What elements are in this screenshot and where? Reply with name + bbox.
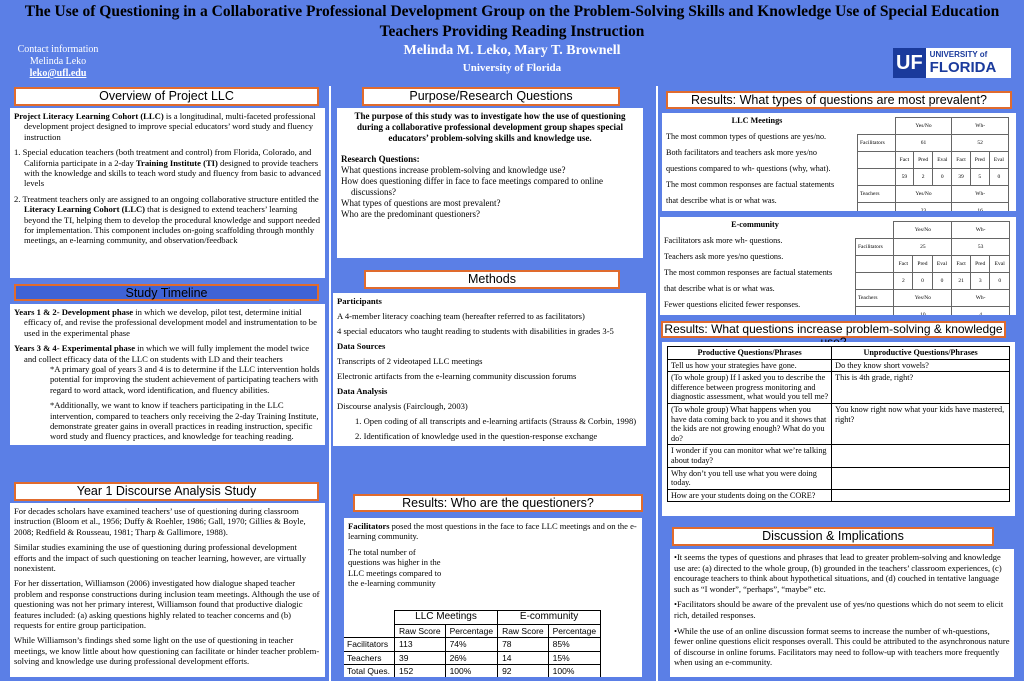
who-p1-bold: Facilitators — [348, 521, 390, 531]
table-cell — [832, 489, 1010, 502]
table-cell: 0 — [933, 169, 952, 186]
ecommunity-box — [660, 217, 1016, 315]
table-cell: Eval — [989, 152, 1008, 169]
table-cell: 2 — [894, 273, 913, 290]
table-subheader: Percentage — [548, 624, 600, 637]
table-cell: 2 — [914, 169, 933, 186]
overview-p2b: designed to provide teachers with the knowledge and skills to teach word study and fluency from basic to advanced levels — [24, 157, 321, 189]
table-cell — [344, 611, 395, 624]
table-row — [856, 239, 1010, 256]
llc-line-1: The most common types of questions are yes/no. — [666, 132, 827, 141]
affiliation: University of Florida — [462, 62, 562, 74]
overview-title: Overview of Project LLC — [14, 87, 319, 106]
table-row — [668, 467, 1010, 489]
table-cell: Eval — [990, 256, 1010, 273]
timeline-y3-text: in which we will fully implement the model twice and collect efficacy data of the LLC on students with LD and their teachers — [24, 343, 310, 364]
table-cell: Why don’t you tell use what you were doing today. — [668, 467, 832, 489]
discussion-title: Discussion & Implications — [672, 527, 994, 546]
table-cell: Facilitators — [344, 638, 395, 651]
methods-analysis-0: Discourse analysis (Fairclough, 2003) — [337, 401, 468, 411]
table-cell: Teachers — [856, 290, 894, 307]
table-cell: 26% — [445, 651, 497, 664]
authors: Melinda M. Leko, Mary T. Brownell — [403, 43, 621, 58]
overview-p2-bold: Training Institute (TI) — [135, 157, 218, 168]
table-row — [668, 403, 1010, 444]
overview-p3-bold: Literacy Learning Cohort (LLC) — [24, 204, 146, 215]
table-cell: I wonder if you can monitor what we’re talking about today? — [668, 445, 832, 467]
methods-participant-2: 4 special educators who taught reading to students with disabilities in grades 3-5 — [337, 326, 614, 336]
table-cell: 92 — [498, 665, 549, 677]
table-cell: 3 — [970, 273, 990, 290]
ecommunity-heading: E-community — [731, 220, 779, 229]
table-row — [344, 665, 601, 677]
llc-line-3: questions compared to wh- questions (why, what). — [666, 164, 831, 173]
table-cell: 74% — [445, 638, 497, 651]
timeline-y1 — [14, 307, 321, 338]
list-item: •It seems the types of questions and phrases that lead to greater problem-solving and knowledge use are: (a) directed to the whole group, (b) grounded in the teachers’ classroom experiences, (c) encourage teachers to think about hypothetical situations, and (d) couched in tentative language such as “I wonder”, “perhaps”, “maybe” etc. — [674, 552, 1002, 594]
table-row — [668, 445, 1010, 467]
poster-header — [0, 0, 1024, 86]
table-cell: Pred — [914, 152, 933, 169]
table-cell: 78 — [498, 638, 549, 651]
table-row — [344, 638, 601, 651]
who-p1 — [348, 521, 638, 542]
table-cell: Pred — [970, 256, 990, 273]
table-cell: 53 — [952, 239, 1010, 256]
table-row — [858, 203, 1009, 212]
table-row — [858, 186, 1009, 203]
contact-info — [8, 44, 108, 80]
table-cell: 100% — [445, 665, 497, 677]
table-subheader: Percentage — [445, 624, 497, 637]
table-cell: 85% — [548, 638, 600, 651]
logo-florida-text: FLORIDA — [929, 59, 997, 76]
ec-line-5: Fewer questions elicited fewer responses. — [664, 300, 801, 309]
table-cell: 14 — [498, 651, 549, 664]
table-cell: 59 — [895, 169, 913, 186]
methods-sources-heading: Data Sources — [337, 341, 386, 351]
research-question-2: How does questioning differ in face to face meetings compared to online discussions? — [341, 176, 604, 197]
table-row — [858, 118, 1009, 135]
table-cell: Fact — [895, 152, 913, 169]
discourse-p2: Similar studies examining the use of questioning during professional development efforts and the impact of such questioning on teacher learning, however, are virtually nonexistent. — [14, 542, 307, 574]
table-header: Productive Questions/Phrases — [668, 347, 832, 360]
methods-source-2: Electronic artifacts from the e-learning community discussion forums — [337, 371, 577, 381]
ec-line-4: that describe what is or what was. — [664, 284, 775, 293]
table-cell: Teachers — [344, 651, 395, 664]
table-cell: 0 — [932, 273, 952, 290]
overview-p2 — [14, 147, 321, 189]
contact-label: Contact information — [17, 44, 99, 55]
methods-title: Methods — [364, 270, 620, 289]
timeline-box — [10, 304, 325, 445]
table-row — [858, 135, 1009, 152]
overview-box — [10, 108, 325, 278]
table-cell: Facilitators — [858, 135, 896, 152]
llc-heading: LLC Meetings — [731, 116, 783, 125]
uf-logo — [893, 48, 1011, 78]
logo-university-text: UNIVERSITY of — [929, 50, 988, 59]
table-cell: Pred — [913, 256, 933, 273]
timeline-y3 — [14, 343, 321, 364]
table-row — [856, 222, 1010, 239]
list-item: •Facilitators should be aware of the prevalent use of yes/no questions which do not seem to elicit rich, detailed responses. — [674, 599, 1004, 620]
uf-logo-mark: UF — [893, 48, 926, 78]
table-cell: Tell us how your strategies have gone. — [668, 359, 832, 372]
table-cell: 25 — [894, 239, 952, 256]
overview-p1 — [14, 111, 321, 142]
table-cell: Total Ques. — [344, 665, 395, 677]
table-cell: Facilitators — [856, 239, 894, 256]
table-cell: 10 — [894, 307, 952, 316]
timeline-bullet-2: *Additionally, we want to know if teachers participating in the LLC intervention, compared to teachers only receiving the 2-day Training Institute, demonstrate greater gains in overall practices in reading instruction, specific word study and fluency practices, and knowledge for teaching reading. — [50, 400, 319, 442]
discourse-p3: For her dissertation, Williamson (2006) investigated how dialogue shaped teacher problem and response constructions during inclusion team meetings. Although the use of questioning was not her primary interest, Williamson found that productive dialogic features included: (a) asking questions highly related to teacher concerns and (b) requests for entire group participation. — [14, 578, 320, 631]
table-cell: Fact — [952, 256, 971, 273]
ec-line-1: Facilitators ask more wh- questions. — [664, 236, 783, 245]
table-row — [668, 372, 1010, 404]
table-cell: 100% — [548, 665, 600, 677]
llc-line-5: that describe what is or what was. — [666, 196, 777, 205]
table-cell: 5 — [970, 169, 989, 186]
table-cell: 23 — [895, 203, 952, 212]
discourse-title: Year 1 Discourse Analysis Study — [14, 482, 319, 501]
discussion-box — [670, 549, 1014, 677]
methods-source-1: Transcripts of 2 videotaped LLC meetings — [337, 356, 483, 366]
discourse-p1: For decades scholars have examined teachers’ use of questioning during classroom instruction (Bloom et al., 1956; Duffy & Roehler, 1986; Gall, 1970; Gillies & Boyle, 2008; Redfield & Rousseau, 1981; Tharp & Gallimore, 1988). — [14, 506, 306, 537]
timeline-y1-text: in which we develop, pilot test, determine initial efficacy of, and revise the professional development model and instrumentation to be used in the experimental phase — [24, 307, 317, 338]
table-cell: Yes/No — [895, 118, 952, 135]
overview-p1-bold: Project Literacy Learning Cohort (LLC) — [14, 111, 164, 121]
purpose-box — [337, 108, 643, 258]
timeline-y3-bold: Years 3 & 4- Experimental phase — [14, 343, 136, 354]
table-cell: Pred — [970, 152, 989, 169]
table-row — [856, 256, 1010, 273]
llc-line-2: Both facilitators and teachers ask more yes/no — [666, 148, 817, 157]
table-cell — [832, 467, 1010, 489]
methods-analysis-2: 2. Identification of knowledge used in the question-response exchange — [355, 431, 598, 441]
table-cell: 52 — [952, 135, 1009, 152]
table-cell: 39 — [952, 169, 970, 186]
table-cell: Yes/No — [894, 222, 952, 239]
table-row — [856, 307, 1010, 316]
table-row — [856, 273, 1010, 290]
table-cell: Wh- — [952, 290, 1010, 307]
research-question-1: What questions increase problem-solving and knowledge use? — [341, 165, 566, 175]
table-cell: 15% — [548, 651, 600, 664]
table-row — [858, 152, 1009, 169]
discourse-box — [10, 503, 325, 677]
table-cell: How are your students doing on the CORE? — [668, 489, 832, 502]
table-cell: Wh- — [952, 118, 1009, 135]
list-item: •While the use of an online discussion format seems to increase the number of wh-questions, fewer online questions elicit responses overall. This could be attributed to the asynchronous nature of discourse in online forums. Facilitators may need to follow-up with teachers more frequently when using an e-community. — [674, 625, 1010, 668]
table-row — [668, 347, 1010, 360]
ec-line-3: The most common responses are factual statements — [664, 268, 833, 277]
table-cell: (To whole group) What happens when you have data coming back to you and it shows that the kids are not growing enough? What do you do? — [668, 403, 832, 444]
uf-logo-wordmark — [926, 50, 997, 76]
methods-participants-heading: Participants — [337, 296, 382, 306]
timeline-title: Study Timeline — [14, 284, 319, 301]
methods-box — [333, 293, 646, 446]
discussion-list — [674, 552, 1010, 668]
table-subheader: Raw Score — [498, 624, 549, 637]
discourse-p4: While Williamson’s findings shed some light on the use of questioning in teacher meetings, we know little about how questioning can facilitate or hinder teacher problem-solving and knowledge use during professional development efforts. — [14, 635, 320, 667]
llc-question-table — [857, 117, 1009, 211]
questioners-table — [344, 610, 601, 677]
table-row — [668, 489, 1010, 502]
overview-p3a: 2. Treatment teachers only are assigned to an ongoing collaborative structure entitled the — [14, 193, 319, 204]
timeline-bullet-1: *A primary goal of years 3 and 4 is to determine if the LLC intervention holds potential for improving the student achievement of participating teachers with regard to word attack, word identification, and fluency abilities. — [50, 364, 320, 395]
table-row — [856, 290, 1010, 307]
table-cell: Wh- — [952, 186, 1009, 203]
table-cell: Fact — [894, 256, 913, 273]
table-cell: 61 — [895, 135, 952, 152]
overview-p3b: that is designed to extend teachers’ learning beyond the TI, helping them to develop the procedural knowledge and support needed for implementation. This component includes on-going scaffolding through monthly meetings, an e-learning community, and observation/feedback — [24, 204, 321, 246]
table-cell: 21 — [952, 273, 971, 290]
table-subheader: Raw Score — [395, 624, 446, 637]
llc-line-4: The most common responses are factual statements — [666, 180, 835, 189]
table-cell: 39 — [395, 651, 446, 664]
research-questions-heading: Research Questions: — [341, 154, 420, 164]
table-row — [344, 624, 601, 637]
table-cell: Wh- — [952, 222, 1010, 239]
prevalent-title: Results: What types of questions are most prevalent? — [666, 91, 1012, 109]
table-cell: Fact — [952, 152, 970, 169]
table-row — [344, 651, 601, 664]
overview-p2a: 1. Special education teachers (both treatment and control) from Florida, Colorado, and California participate in a 2-day — [14, 147, 312, 168]
ecommunity-question-table — [855, 221, 1010, 315]
who-box — [344, 518, 642, 677]
who-title: Results: Who are the questioners? — [353, 494, 643, 512]
research-question-4: Who are the predominant questioners? — [341, 209, 480, 219]
table-cell: Teachers — [858, 186, 896, 203]
table-cell: (To whole group) If I asked you to describe the difference between progress monitoring and diagnostic assessment, what would you tell me? — [668, 372, 832, 404]
table-cell: Eval — [933, 152, 952, 169]
table-row — [344, 611, 601, 624]
table-cell: This is 4th grade, right? — [832, 372, 1010, 404]
table-cell: 152 — [395, 665, 446, 677]
contact-name: Melinda Leko — [29, 56, 87, 67]
table-cell: 0 — [913, 273, 933, 290]
table-group-header: E-community — [498, 611, 601, 624]
table-cell: Yes/No — [894, 290, 952, 307]
table-row — [668, 359, 1010, 372]
poster-title: The Use of Questioning in a Collaborative Professional Development Group on the Problem-Solving Skills and Knowledge Use of Special Education Teachers Providing Reading Instruction — [24, 3, 1000, 40]
methods-participant-1: A 4-member literacy coaching team (hereafter referred to as facilitators) — [337, 311, 585, 321]
table-cell: 0 — [989, 169, 1008, 186]
research-question-3: What types of questions are most prevalent? — [341, 198, 501, 208]
who-p2: The total number of questions was higher in the LLC meetings compared to the e-learning community — [348, 546, 442, 589]
ec-line-2: Teachers ask more yes/no questions. — [664, 252, 784, 261]
table-cell: Do they know short vowels? — [832, 359, 1010, 372]
overview-p3 — [14, 194, 321, 246]
purpose-statement: The purpose of this study was to investigate how the use of questioning during a collaborative professional development group shapes special educators’ problem-solving skills and knowledge use. — [354, 111, 626, 143]
table-row — [858, 169, 1009, 186]
increase-title: Results: What questions increase problem-solving & knowledge — [661, 321, 1006, 338]
productive-questions-table — [667, 346, 1010, 502]
column-divider — [329, 86, 331, 681]
increase-box — [662, 342, 1015, 516]
table-cell — [832, 445, 1010, 467]
table-cell: Yes/No — [895, 186, 952, 203]
table-cell — [344, 624, 395, 637]
timeline-y1-bold: Years 1 & 2- Development phase — [14, 307, 134, 317]
table-header: Unproductive Questions/Phrases — [832, 347, 1010, 360]
purpose-title: Purpose/Research Questions — [362, 87, 620, 106]
overview-p1-text: is a longitudinal, multi-faceted professional development project designed to improve special educators’ word study and fluency instruction — [24, 111, 316, 142]
table-cell: 113 — [395, 638, 446, 651]
methods-analysis-1: 1. Open coding of all transcripts and e-learning artifacts (Strauss & Corbin, 1998) — [355, 416, 637, 426]
table-cell: Eval — [932, 256, 952, 273]
table-group-header: LLC Meetings — [395, 611, 498, 624]
contact-email-link[interactable]: leko@ufl.edu — [29, 68, 87, 79]
table-cell: 0 — [990, 273, 1010, 290]
methods-analysis-heading: Data Analysis — [337, 386, 388, 396]
who-p1-text: posed the most questions in the face to face LLC meetings and on the e-learning community. — [348, 521, 637, 542]
column-divider — [656, 86, 658, 681]
table-cell: 16 — [952, 203, 1009, 212]
table-cell: 4 — [952, 307, 1010, 316]
table-cell: You know right now what your kids have mastered, right? — [832, 403, 1010, 444]
llc-box — [662, 113, 1016, 211]
